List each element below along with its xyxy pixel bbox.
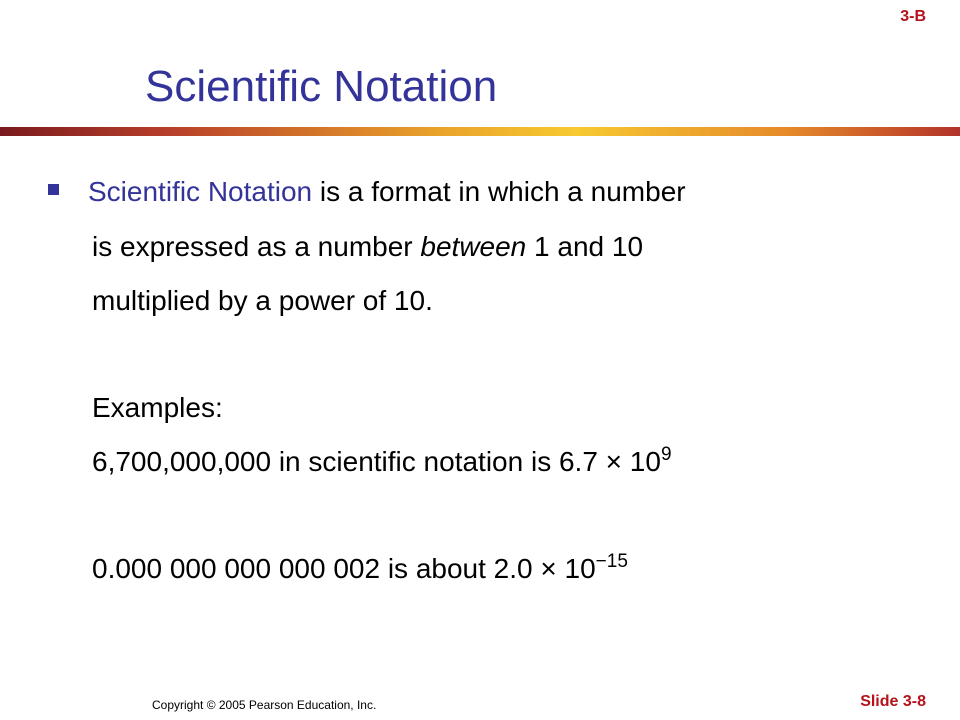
example-1 xyxy=(92,446,672,478)
definition-line-2-b: 1 and 10 xyxy=(526,231,644,262)
example-1-exponent: 9 xyxy=(660,444,672,465)
definition-term: Scientific Notation xyxy=(88,176,313,207)
definition-line-2-a: is expressed as a number xyxy=(92,231,421,262)
definition-line-1 xyxy=(88,176,686,208)
example-2 xyxy=(92,553,628,585)
bullet-marker xyxy=(48,184,59,195)
slide-code: 3-B xyxy=(900,8,926,25)
definition-line-2 xyxy=(92,231,643,263)
definition-italic: between xyxy=(420,231,527,262)
title-divider xyxy=(0,127,960,136)
example-1-text: 6,700,000,000 in scientific notation is 6.7 × 10 xyxy=(92,446,661,477)
copyright-footer: Copyright © 2005 Pearson Education, Inc. xyxy=(152,698,377,712)
slide-title: Scientific Notation xyxy=(145,62,498,111)
example-2-text: 0.000 000 000 000 002 is about 2.0 × 10 xyxy=(92,553,596,584)
examples-label: Examples: xyxy=(92,392,223,423)
definition-line-3: multiplied by a power of 10. xyxy=(92,285,433,316)
definition-rest: is a format in which a number xyxy=(312,176,686,207)
example-2-exponent: −15 xyxy=(595,551,628,572)
slide-number: Slide 3-8 xyxy=(860,693,926,710)
